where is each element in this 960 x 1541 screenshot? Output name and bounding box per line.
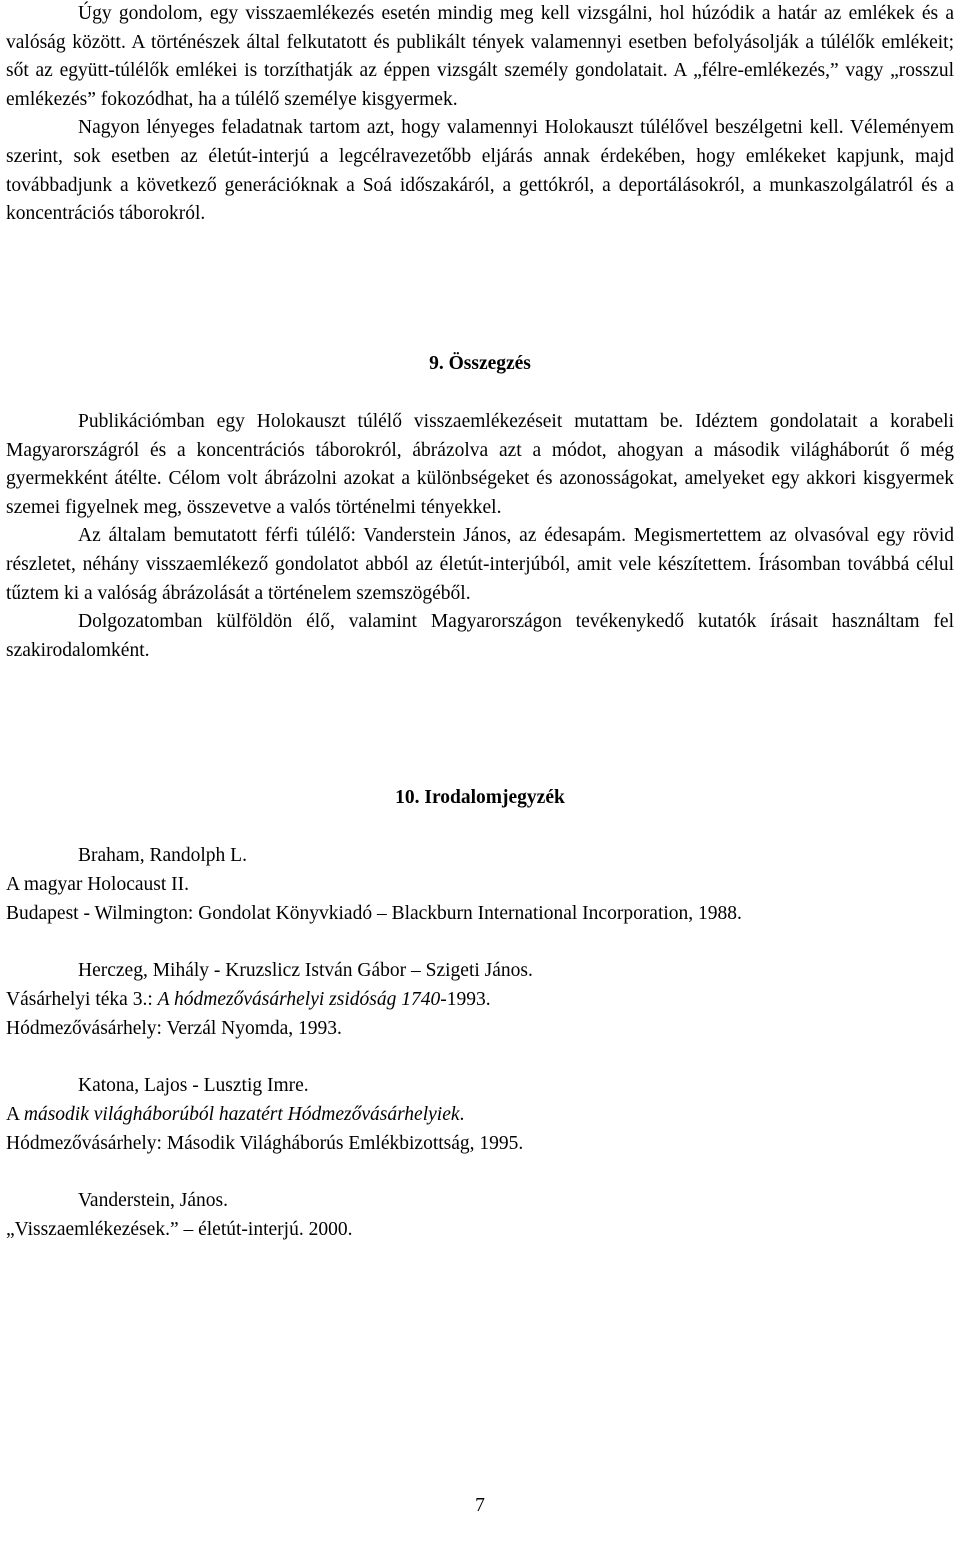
entry-author: Braham, Randolph L. — [78, 845, 247, 866]
entry-title — [6, 985, 954, 1014]
entry-title-italic: A hódmezővásárhelyi zsidóság 1740 — [157, 989, 441, 1010]
entry-publisher: Hódmezővásárhely: Második Világháborús Emlékbizottság, 1995. — [6, 1133, 524, 1154]
entry-title: A magyar Holocaust II. — [6, 874, 190, 895]
entry-author: Katona, Lajos - Lusztig Imre. — [78, 1075, 309, 1096]
intro-paragraph-1: Úgy gondolom, egy visszaemlékezés esetén mindig meg kell vizsgálni, hol húzódik a határ az emlékek és a valóság között. A történészek által felkutatott és publikált tények valamennyi esetben befolyásolják a túlélők emlékeit; sőt az együtt-túlélők emlékei is torzíthatják az éppen vizsgált személy gondolatait. A „félre-emlékezés,” vagy „rosszul emlékezés” fokozódhat, ha a túlélő személye kisgyermek. — [6, 3, 954, 110]
entry-title — [6, 1100, 954, 1129]
entry-title-suffix: -1993. — [440, 989, 491, 1010]
page-number: 7 — [475, 1495, 485, 1516]
entry-title-prefix: Vásárhelyi téka 3.: — [6, 989, 158, 1010]
intro-paragraph-2: Nagyon lényeges feladatnak tartom azt, hogy valamennyi Holokauszt túlélővel beszélgetni kell. Véleményem szerint, sok esetben az életút-interjú a legcélravezetőbb eljárás annak érdekében, hogy emlékeket kapjunk, majd továbbadjunk a következő generációknak a Soá időszakáról, a gettókról, a deportálásokról, a munkaszolgálatról és a koncentrációs táborokról. — [6, 117, 954, 225]
entry-title-prefix: A — [6, 1104, 24, 1125]
summary-heading: 9. Összegzés — [429, 353, 531, 374]
bibliography-entry — [6, 1186, 954, 1244]
bibliography-entry — [6, 841, 954, 928]
entry-title-italic: második világháborúból hazatért Hódmezővásárhelyiek — [23, 1104, 460, 1125]
summary-paragraph-2: Az általam bemutatott férfi túlélő: Vanderstein János, az édesapám. Megismertettem az olvasóval egy rövid részletet, néhány visszaemlékező gondolatot abból az életút-interjúból, amit vele készítettem. Írásomban továbbá célul tűztem ki a valóság ábrázolását a történelem szemszögéből. — [6, 525, 954, 604]
summary-section — [6, 408, 954, 665]
entry-title-suffix: . — [459, 1104, 465, 1125]
bibliography-entry — [6, 1071, 954, 1158]
intro-section — [6, 0, 954, 229]
entry-title: „Visszaemlékezések.” – életút-interjú. 2000. — [6, 1219, 353, 1240]
summary-paragraph-3: Dolgozatomban külföldön élő, valamint Magyarországon tevékenykedő kutatók írásait használtam fel szakirodalomként. — [6, 611, 954, 661]
entry-author: Herczeg, Mihály - Kruzslicz István Gábor – Szigeti János. — [78, 960, 533, 981]
entry-publisher: Hódmezővásárhely: Verzál Nyomda, 1993. — [6, 1018, 342, 1039]
bibliography-list — [6, 841, 954, 1244]
bibliography-heading: 10. Irodalomjegyzék — [395, 787, 565, 808]
summary-paragraph-1: Publikációmban egy Holokauszt túlélő visszaemlékezéseit mutattam be. Idéztem gondolatait a korabeli Magyarországról és a koncentrációs táborokról, ábrázolva azt a módot, ahogyan a második világháborút ő még gyermekként átélte. Célom volt ábrázolni azokat a különbségeket és azonosságokat, amelyeket egy akkori kisgyermek szemei figyelnek meg, összevetve a valós történelmi tényekkel. — [6, 411, 954, 518]
entry-publisher: Budapest - Wilmington: Gondolat Könyvkiadó – Blackburn International Incorporation, 1988. — [6, 903, 742, 924]
entry-author: Vanderstein, János. — [78, 1190, 229, 1211]
bibliography-entry — [6, 956, 954, 1043]
